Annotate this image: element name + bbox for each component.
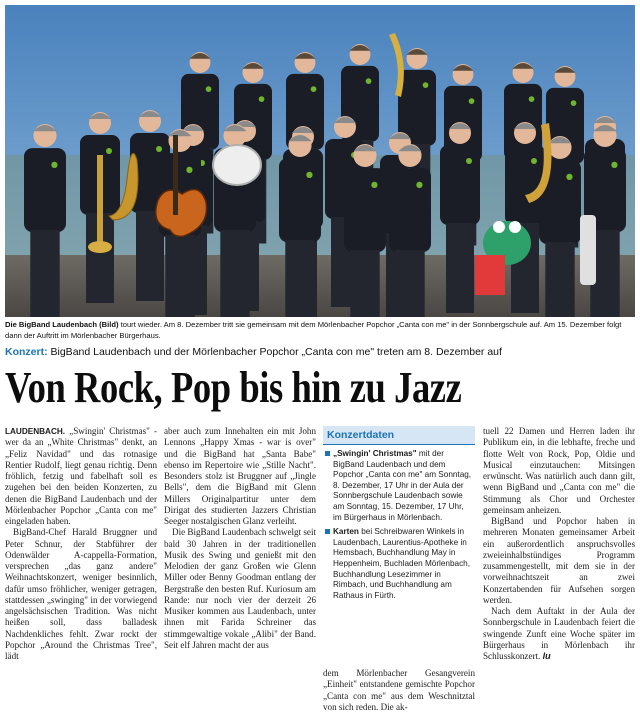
kicker-text: BigBand Laudenbach und der Mörlenbacher Popchor „Canta con me" treten am 8. Dezember auf bbox=[47, 346, 502, 358]
frog-eye-icon bbox=[509, 221, 521, 233]
photo-caption bbox=[5, 319, 635, 341]
kicker bbox=[5, 345, 635, 359]
column2-paragraph-2: Die BigBand Laudenbach schwelgt seit bald 30 Jahren in der traditionellen Musik des Swing und genießt mit den Melodien der ganz Großen wie Glenn Miller oder Benny Goodman entlang der Bergstraße den besten Ruf. Kuriosum am Rande: nur noch vier der derzeit 26 Musiker kommen aus Laudenbach, unter ihnen mit Farida Schreiner das stimmgewaltige vokale „Alibi" der Band. Seit elf Jahren macht der aus bbox=[164, 527, 316, 650]
article-column-4 bbox=[483, 426, 635, 662]
trombone-icon bbox=[97, 155, 103, 245]
column2-paragraph-1: aber auch zum Innehalten ein mit John Lennons „Happy Xmas - war is over" und die BigBand hat „Santa Babe" ebenso im Repertoire wie „Stille Nacht". Besonders stolz ist Bruggner auf „Jingle Bells", dem die BigBand mit Glenn Millers Originalpartitur unter dem Dirigat des studierten Jazzers Christian Seeger nostalgischen Glanz verleiht. bbox=[164, 426, 316, 526]
info-item-concert-text: mit der BigBand Laudenbach und dem Popchor „Canta con me" am Sonntag, 8. Dezember, 17 Uhr in der Aula der Sonnbergschule Laudenbach sowie am Sonntag, 15. Dezember, 17 Uhr, im Bürgerhaus in Mörlenbach. bbox=[333, 449, 472, 522]
dateline: LAUDENBACH. bbox=[5, 427, 66, 436]
column1-paragraph-1: „Swingin' Christmas" - wer da an „White Christmas" denkt, an „Feliz Navidad" und das rotnasige Rentier Rudolf, liegt genau richtig. Denn fröhlich, fetzig und fabelhaft soll es zugehen bei den beiden Konzerten, zu denen die BigBand Laudenbach und der Mörlenbacher Popchor „Canta con me" eingeladen haben. bbox=[5, 426, 157, 526]
info-item-tickets-text: bei Schreibwaren Winkels in Laudenbach, Laurentius-Apotheke in Hemsbach, Buchhandlung May in Heppenheim, Buchladen Mörlenbach, Buchhandlung Lesezimmer in Rimbach, und Buchhandlung am Rathaus in Fürth. bbox=[333, 527, 471, 600]
article-column-3 bbox=[323, 668, 475, 713]
mascot-scarf-icon bbox=[475, 255, 505, 295]
article-column-1 bbox=[5, 426, 157, 662]
concert-info-box bbox=[323, 426, 475, 656]
kicker-label: Konzert: bbox=[5, 346, 48, 358]
info-box-title: Konzertdaten bbox=[323, 426, 475, 445]
info-item-concert bbox=[323, 445, 475, 523]
column4-paragraph-3 bbox=[483, 606, 635, 662]
column4-paragraph-1: tuell 22 Damen und Herren laden ihr Publikum ein, in die lebhafte, freche und flotte Welt von Rock, Pop, Oldie und Musical einzutauchen: Mitsingen erwünscht. Was natürlich auch dann gilt, wenn BigBand und „Canta con me" die Stimmung als Chor und Orchester gemeinsam anheizen. bbox=[483, 426, 635, 515]
sousaphone-icon bbox=[580, 215, 596, 285]
caption-text: tourt wieder. Am 8. Dezember tritt sie gemeinsam mit dem Mörlenbacher Popchor „Canta con me" in der Sonnbergschule auf. Am 15. Dezember folgt dann der Auftritt im Mörlenbacher Bürgerhaus. bbox=[5, 320, 622, 340]
info-item-tickets-bold: Karten bbox=[333, 527, 359, 537]
drum-icon bbox=[213, 145, 261, 185]
band-photo-illustration bbox=[5, 5, 635, 317]
guitar-neck-icon bbox=[173, 135, 178, 215]
info-item-tickets bbox=[323, 523, 475, 601]
caption-lead: Die BigBand Laudenbach (Bild) bbox=[5, 320, 119, 329]
band-photo bbox=[5, 5, 635, 317]
column1-paragraph-2: BigBand-Chef Harald Bruggner und Peter Schnur, der Stabführer der Odenwälder A-cappella-Formation, versprechen „das ganz andere" Weihnachtskonzert, weniger besinnlich, dafür umso fröhlicher, weniger getragen, stattdessen „swinging" in der vorwiegend angelsächsischen Tradition. Was nicht heißen soll, dass balladesk Nachdenkliches fehlt. Zwar rockt der Popchor „Around the Christmas Tree", lädt bbox=[5, 527, 157, 661]
frog-eye-icon bbox=[493, 221, 505, 233]
column4-paragraph-2: BigBand und Popchor haben in mehreren Monaten gemeinsamer Arbeit ein außerordentlich anspruchsvolles zweieinhalbstündiges Programm zusammengestellt, mit dem sie in der vorweihnachtszeit an zwei Konzertabenden für Aufsehen sorgen werden. bbox=[483, 516, 635, 605]
headline: Von Rock, Pop bis hin zu Jazz bbox=[5, 363, 462, 412]
info-item-concert-bold: „Swingin' Christmas" bbox=[333, 449, 417, 458]
author-initials: lu bbox=[542, 651, 551, 661]
column4-paragraph-3-text: Nach dem Auftakt in der Aula der Sonnbergschule in Laudenbach feiert die swingende Zunft eine Woche später im Bürgerhaus in Mörlenbach ihr Schlusskonzert. bbox=[483, 606, 635, 661]
trombone-bell-icon bbox=[88, 241, 112, 253]
column3-paragraph-1: dem Mörlenbacher Gesangverein „Einheit" entstandene gemischte Popchor „Canta con me" aus dem Weschnitztal von sich reden. Die ak- bbox=[323, 668, 475, 712]
band-member bbox=[440, 122, 480, 313]
article-column-2 bbox=[164, 426, 316, 651]
